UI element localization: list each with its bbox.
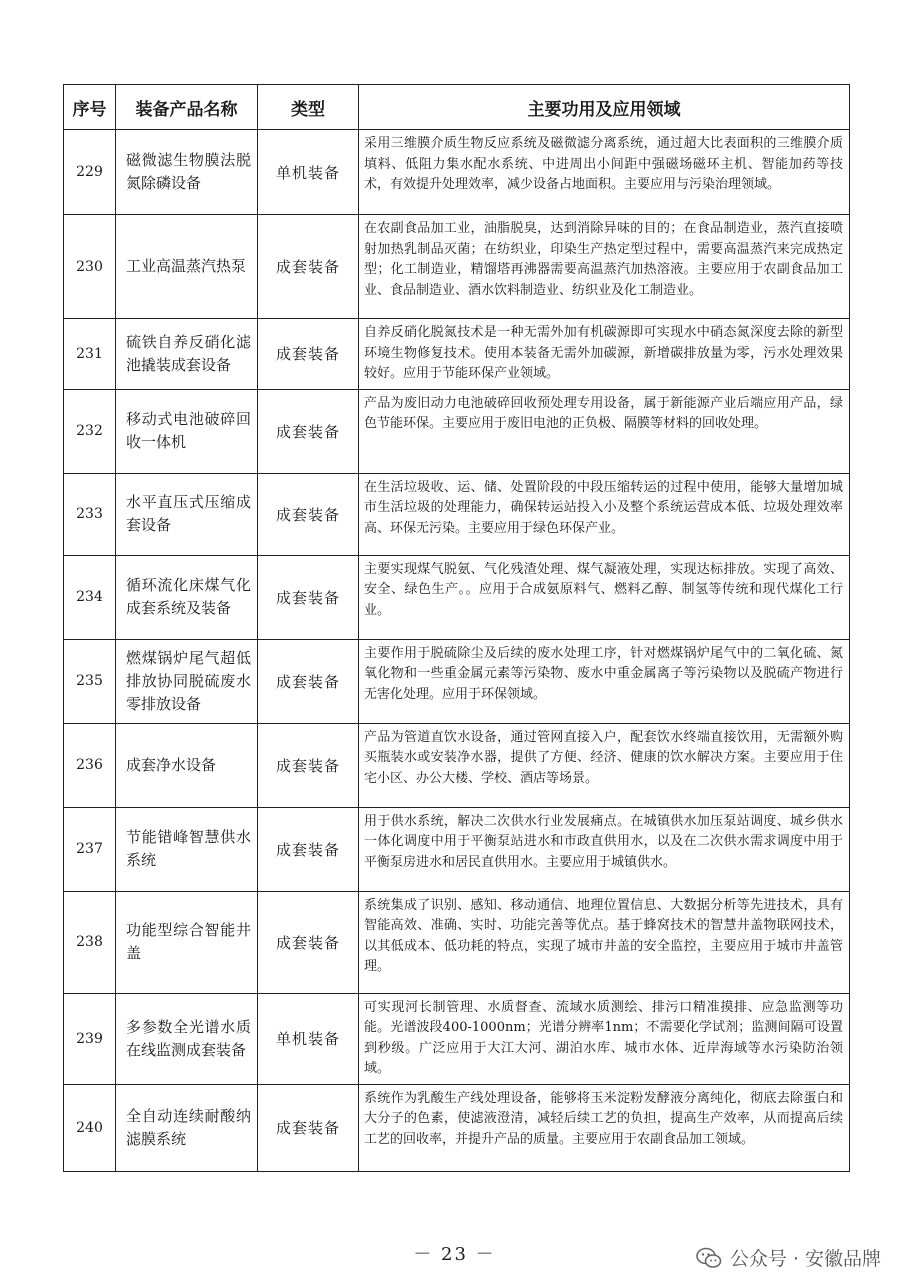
row-description: 用于供水系统，解决二次供水行业发展痛点。在城镇供水加压泵站调度、城乡供水一体化调度中用于平衡泵站进水和市政直供用水，以及在二次供水需求调度中用于平衡泵房进水和居民直供用水。主要应用于城镇供水。 xyxy=(359,807,850,891)
table-row xyxy=(64,1084,850,1171)
watermark-text: 公众号 · 安徽品牌 xyxy=(729,1248,881,1270)
table-row xyxy=(64,555,850,639)
row-number: 236 xyxy=(64,723,116,807)
row-description: 系统作为乳酸生产线处理设备，能够将玉米淀粉发酵液分离纯化，彻底去除蛋白和大分子的色素，使滤液澄清，减轻后续工艺的负担，提高生产效率，从而提高后续工艺的回收率，并提升产品的质量。主要应用于农副食品加工领域。 xyxy=(359,1084,850,1171)
header-name: 装备产品名称 xyxy=(116,85,258,130)
row-description: 产品为管道直饮水设备，通过管网直接入户，配套饮水终端直接饮用，无需额外购买瓶装水或安装净水器，提供了方便、经济、健康的饮水解决方案。主要应用于住宅小区、办公大楼、学校、酒店等场景。 xyxy=(359,723,850,807)
row-number: 240 xyxy=(64,1084,116,1171)
row-type: 成套装备 xyxy=(258,639,359,723)
table-row xyxy=(64,891,850,993)
watermark xyxy=(696,1244,881,1271)
row-product-name: 磁微滤生物膜法脱氮除磷设备 xyxy=(116,130,258,215)
table-row xyxy=(64,723,850,807)
table-header-row xyxy=(64,85,850,130)
table-body xyxy=(64,130,850,1172)
row-product-name: 全自动连续耐酸纳滤膜系统 xyxy=(116,1084,258,1171)
table-row xyxy=(64,215,850,319)
equipment-table xyxy=(63,84,850,1172)
row-type: 成套装备 xyxy=(258,723,359,807)
row-product-name: 功能型综合智能井盖 xyxy=(116,891,258,993)
row-product-name: 工业高温蒸汽热泵 xyxy=(116,215,258,319)
table-row xyxy=(64,807,850,891)
row-product-name: 节能错峰智慧供水系统 xyxy=(116,807,258,891)
row-description: 产品为废旧动力电池破碎回收预处理专用设备，属于新能源产业后端应用产品，绿色节能环保。主要应用于废旧电池的正负极、隔膜等材料的回收处理。 xyxy=(359,389,850,473)
row-type: 成套装备 xyxy=(258,319,359,390)
row-number: 233 xyxy=(64,473,116,555)
row-number: 235 xyxy=(64,639,116,723)
row-product-name: 多参数全光谱水质在线监测成套装备 xyxy=(116,993,258,1084)
row-number: 229 xyxy=(64,130,116,215)
row-type: 成套装备 xyxy=(258,389,359,473)
row-description: 在生活垃圾收、运、储、处置阶段的中段压缩转运的过程中使用，能够大量增加城市生活垃圾的处理能力，确保转运站投入小及整个系统运营成本低、垃圾处理效率高、环保无污染。主要应用于绿色环保产业。 xyxy=(359,473,850,555)
row-product-name: 水平直压式压缩成套设备 xyxy=(116,473,258,555)
row-description: 自养反硝化脱氮技术是一种无需外加有机碳源即可实现水中硝态氮深度去除的新型环境生物修复技术。使用本装备无需外加碳源，新增碳排放量为零，污水处理效果较好。应用于节能环保产业领域。 xyxy=(359,319,850,390)
row-type: 成套装备 xyxy=(258,555,359,639)
header-type: 类型 xyxy=(258,85,359,130)
row-product-name: 成套净水设备 xyxy=(116,723,258,807)
row-number: 230 xyxy=(64,215,116,319)
row-description: 系统集成了识别、感知、移动通信、地理位置信息、大数据分析等先进技术，具有智能高效、准确、实时、功能完善等优点。基于蜂窝技术的智慧井盖物联网技术，以其低成本、低功耗的特点，实现了城市井盖的安全监控，主要应用于城市井盖管理。 xyxy=(359,891,850,993)
row-type: 成套装备 xyxy=(258,891,359,993)
row-number: 234 xyxy=(64,555,116,639)
row-product-name: 燃煤锅炉尾气超低排放协同脱硫废水零排放设备 xyxy=(116,639,258,723)
row-product-name: 移动式电池破碎回收一体机 xyxy=(116,389,258,473)
table-row xyxy=(64,639,850,723)
row-type: 成套装备 xyxy=(258,1084,359,1171)
row-product-name: 硫铁自养反硝化滤池撬装成套设备 xyxy=(116,319,258,390)
row-description: 采用三维膜介质生物反应系统及磁微滤分离系统，通过超大比表面积的三维膜介质填料、低阻力集水配水系统、中进周出小间距中强磁场磁环主机、智能加药等技术，有效提升处理效率，减少设备占地面积。主要应用与污染治理领域。 xyxy=(359,130,850,215)
header-num: 序号 xyxy=(64,85,116,130)
table-row xyxy=(64,993,850,1084)
row-number: 238 xyxy=(64,891,116,993)
table-row xyxy=(64,130,850,215)
table-row xyxy=(64,473,850,555)
page-number: － 23 － xyxy=(413,1244,496,1265)
row-number: 239 xyxy=(64,993,116,1084)
row-type: 单机装备 xyxy=(258,993,359,1084)
row-type: 成套装备 xyxy=(258,215,359,319)
row-number: 232 xyxy=(64,389,116,473)
row-number: 231 xyxy=(64,319,116,390)
header-desc: 主要功用及应用领域 xyxy=(359,85,850,130)
row-description: 主要作用于脱硫除尘及后续的废水处理工序，针对燃煤锅炉尾气中的二氧化硫、氮氧化物和一些重金属元素等污染物、废水中重金属离子等污染物以及脱硫产物进行无害化处理。应用于环保领域。 xyxy=(359,639,850,723)
row-description: 可实现河长制管理、水质督查、流域水质测绘、排污口精准摸排、应急监测等功能。光谱波段400-1000nm；光谱分辨率1nm；不需要化学试剂；监测间隔可设置到秒级。广泛应用于大江大河、湖泊水库、城市水体、近岸海域等水污染防治领域。 xyxy=(359,993,850,1084)
row-type: 单机装备 xyxy=(258,130,359,215)
table-row xyxy=(64,319,850,390)
row-number: 237 xyxy=(64,807,116,891)
row-type: 成套装备 xyxy=(258,807,359,891)
table-row xyxy=(64,389,850,473)
wechat-icon xyxy=(696,1247,722,1269)
row-description: 在农副食品加工业，油脂脱臭，达到消除异味的目的；在食品制造业，蒸汽直接喷射加热乳制品灭菌；在纺织业，印染生产热定型过程中，需要高温蒸汽来完成热定型；化工制造业，精馏塔再沸器需要高温蒸汽加热溶液。主要应用于农副食品加工业、食品制造业、酒水饮料制造业、纺织业及化工制造业。 xyxy=(359,215,850,319)
row-type: 成套装备 xyxy=(258,473,359,555)
row-description: 主要实现煤气脱氨、气化残渣处理、煤气凝液处理，实现达标排放。实现了高效、安全、绿色生产。。应用于合成氨原料气、燃料乙醇、制氢等传统和现代煤化工行业。 xyxy=(359,555,850,639)
row-product-name: 循环流化床煤气化成套系统及装备 xyxy=(116,555,258,639)
